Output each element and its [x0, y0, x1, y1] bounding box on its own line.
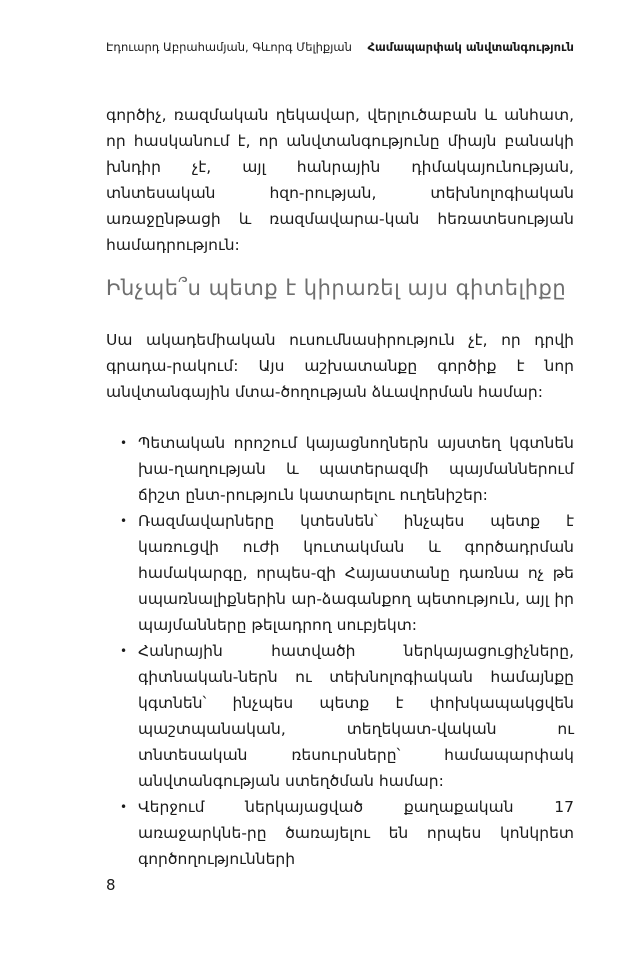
bullet-item [106, 794, 574, 872]
bullet-icon: • [120, 800, 128, 814]
bullet-text: Հանրային հատվածի ներկայացուցիչները, գիտնական-ներն ու տեխնոլոգիական համայնքը կգտնեն՝ ինչպես պետք է փոխկապակցվեն պաշտպանական, տեղեկատ-վական ու տնտեսական ռեսուրսները՝ համապարփակ անվտանգության ստեղծման համար: [138, 642, 574, 790]
body-paragraph: Սա ակադեմիական ուսումնասիրություն չէ, որ դրվի գրադա-րակում: Այս աշխատանքը գործիք է նոր անվտանգային մտա-ծողության ձևավորման համար: [106, 331, 574, 401]
page-number: 8 [106, 876, 116, 894]
bullet-text: Պետական որոշում կայացնողներն այստեղ կգտնեն խա-ղաղության և պատերազմի պայմաններում ճիշտ ընտ-րություն կատարելու ուղենիշեր: [138, 434, 574, 504]
bullet-text: Ռազմավարները կտեսնեն՝ ինչպես պետք է կառուցվի ուժի կուտակման և գործադրման համակարգը, որպես-զի Հայաստանը դառնա ոչ թե սպառնալիքներին ար-ձագանքող պետություն, այլ իր պայմանները թելադրող սուբյեկտ: [138, 512, 574, 634]
bullet-item [106, 430, 574, 508]
bullet-icon: • [120, 644, 128, 658]
bullet-item [106, 638, 574, 794]
bullet-icon: • [120, 436, 128, 450]
bullet-text: Վերջում ներկայացված քաղաքական 17 առաջարկնե-րը ծառայելու են որպես կոնկրետ գործողությունների [138, 798, 574, 868]
header-book-title: Համապարփակ անվտանգություն [367, 40, 574, 54]
bullet-icon: • [120, 514, 128, 528]
running-header [106, 40, 586, 54]
bullet-list [106, 430, 574, 872]
body-paragraph: գործիչ, ռազմական ղեկավար, վերլուծաբան և անհատ, որ հասկանում է, որ անվտանգությունը միայն բանակի խնդիր չէ, այլ հանրային դիմակայունության, տնտեսական հզո-րության, տեխնոլոգիական առաջընթացի և ռազմավարա-կան հեռատեսության համադրություն: [106, 106, 574, 254]
section-heading: Ինչպե՞ս պետք է կիրառել այս գիտելիքը [106, 276, 567, 300]
header-authors: Էդուարդ Աբրահամյան, Գևորգ Մելիքյան [106, 40, 352, 54]
bullet-item [106, 508, 574, 638]
